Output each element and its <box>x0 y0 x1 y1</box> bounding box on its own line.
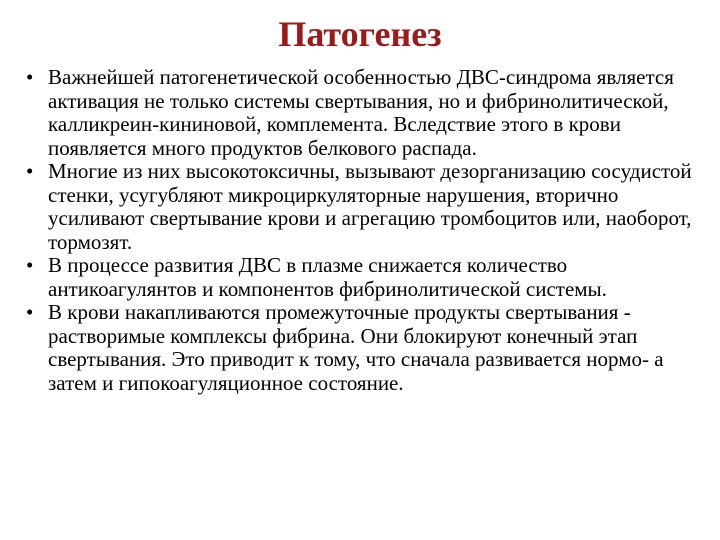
bullet-text: Многие из них высокотоксичны, вызывают дезорганизацию сосудистой стенки, усугубляют микроциркуляторные нарушения, вторично усиливают свертывание крови и агрегацию тромбоцитов или, наоборот, тормозят. <box>48 159 692 254</box>
bullet-item <box>24 160 704 254</box>
bullet-text: В процессе развития ДВС в плазме снижается количество антикоагулянтов и компонентов фибринолитической системы. <box>48 253 607 301</box>
slide-title: Патогенез <box>278 14 442 54</box>
bullet-item <box>24 66 704 160</box>
bullet-text: Важнейшей патогенетической особенностью ДВС-синдрома является активация не только системы свертывания, но и фибринолитической, калликреин-кининовой, комплемента. Вследствие этого в крови появляется много продуктов белкового распада. <box>48 65 674 160</box>
bullet-item <box>24 301 704 395</box>
bullet-dot-icon: • <box>26 253 34 277</box>
bullet-dot-icon: • <box>26 65 34 89</box>
bullet-text: В крови накапливаются промежуточные продукты свертывания - растворимые комплексы фибрина. Они блокируют конечный этап свертывания. Это приводит к тому, что сначала развивается нормо- а затем и гипокоагуляционное состояние. <box>48 300 664 395</box>
bullet-dot-icon: • <box>26 159 34 183</box>
bullet-item <box>24 254 704 301</box>
bullet-dot-icon: • <box>26 300 34 324</box>
bullet-list <box>24 66 704 395</box>
